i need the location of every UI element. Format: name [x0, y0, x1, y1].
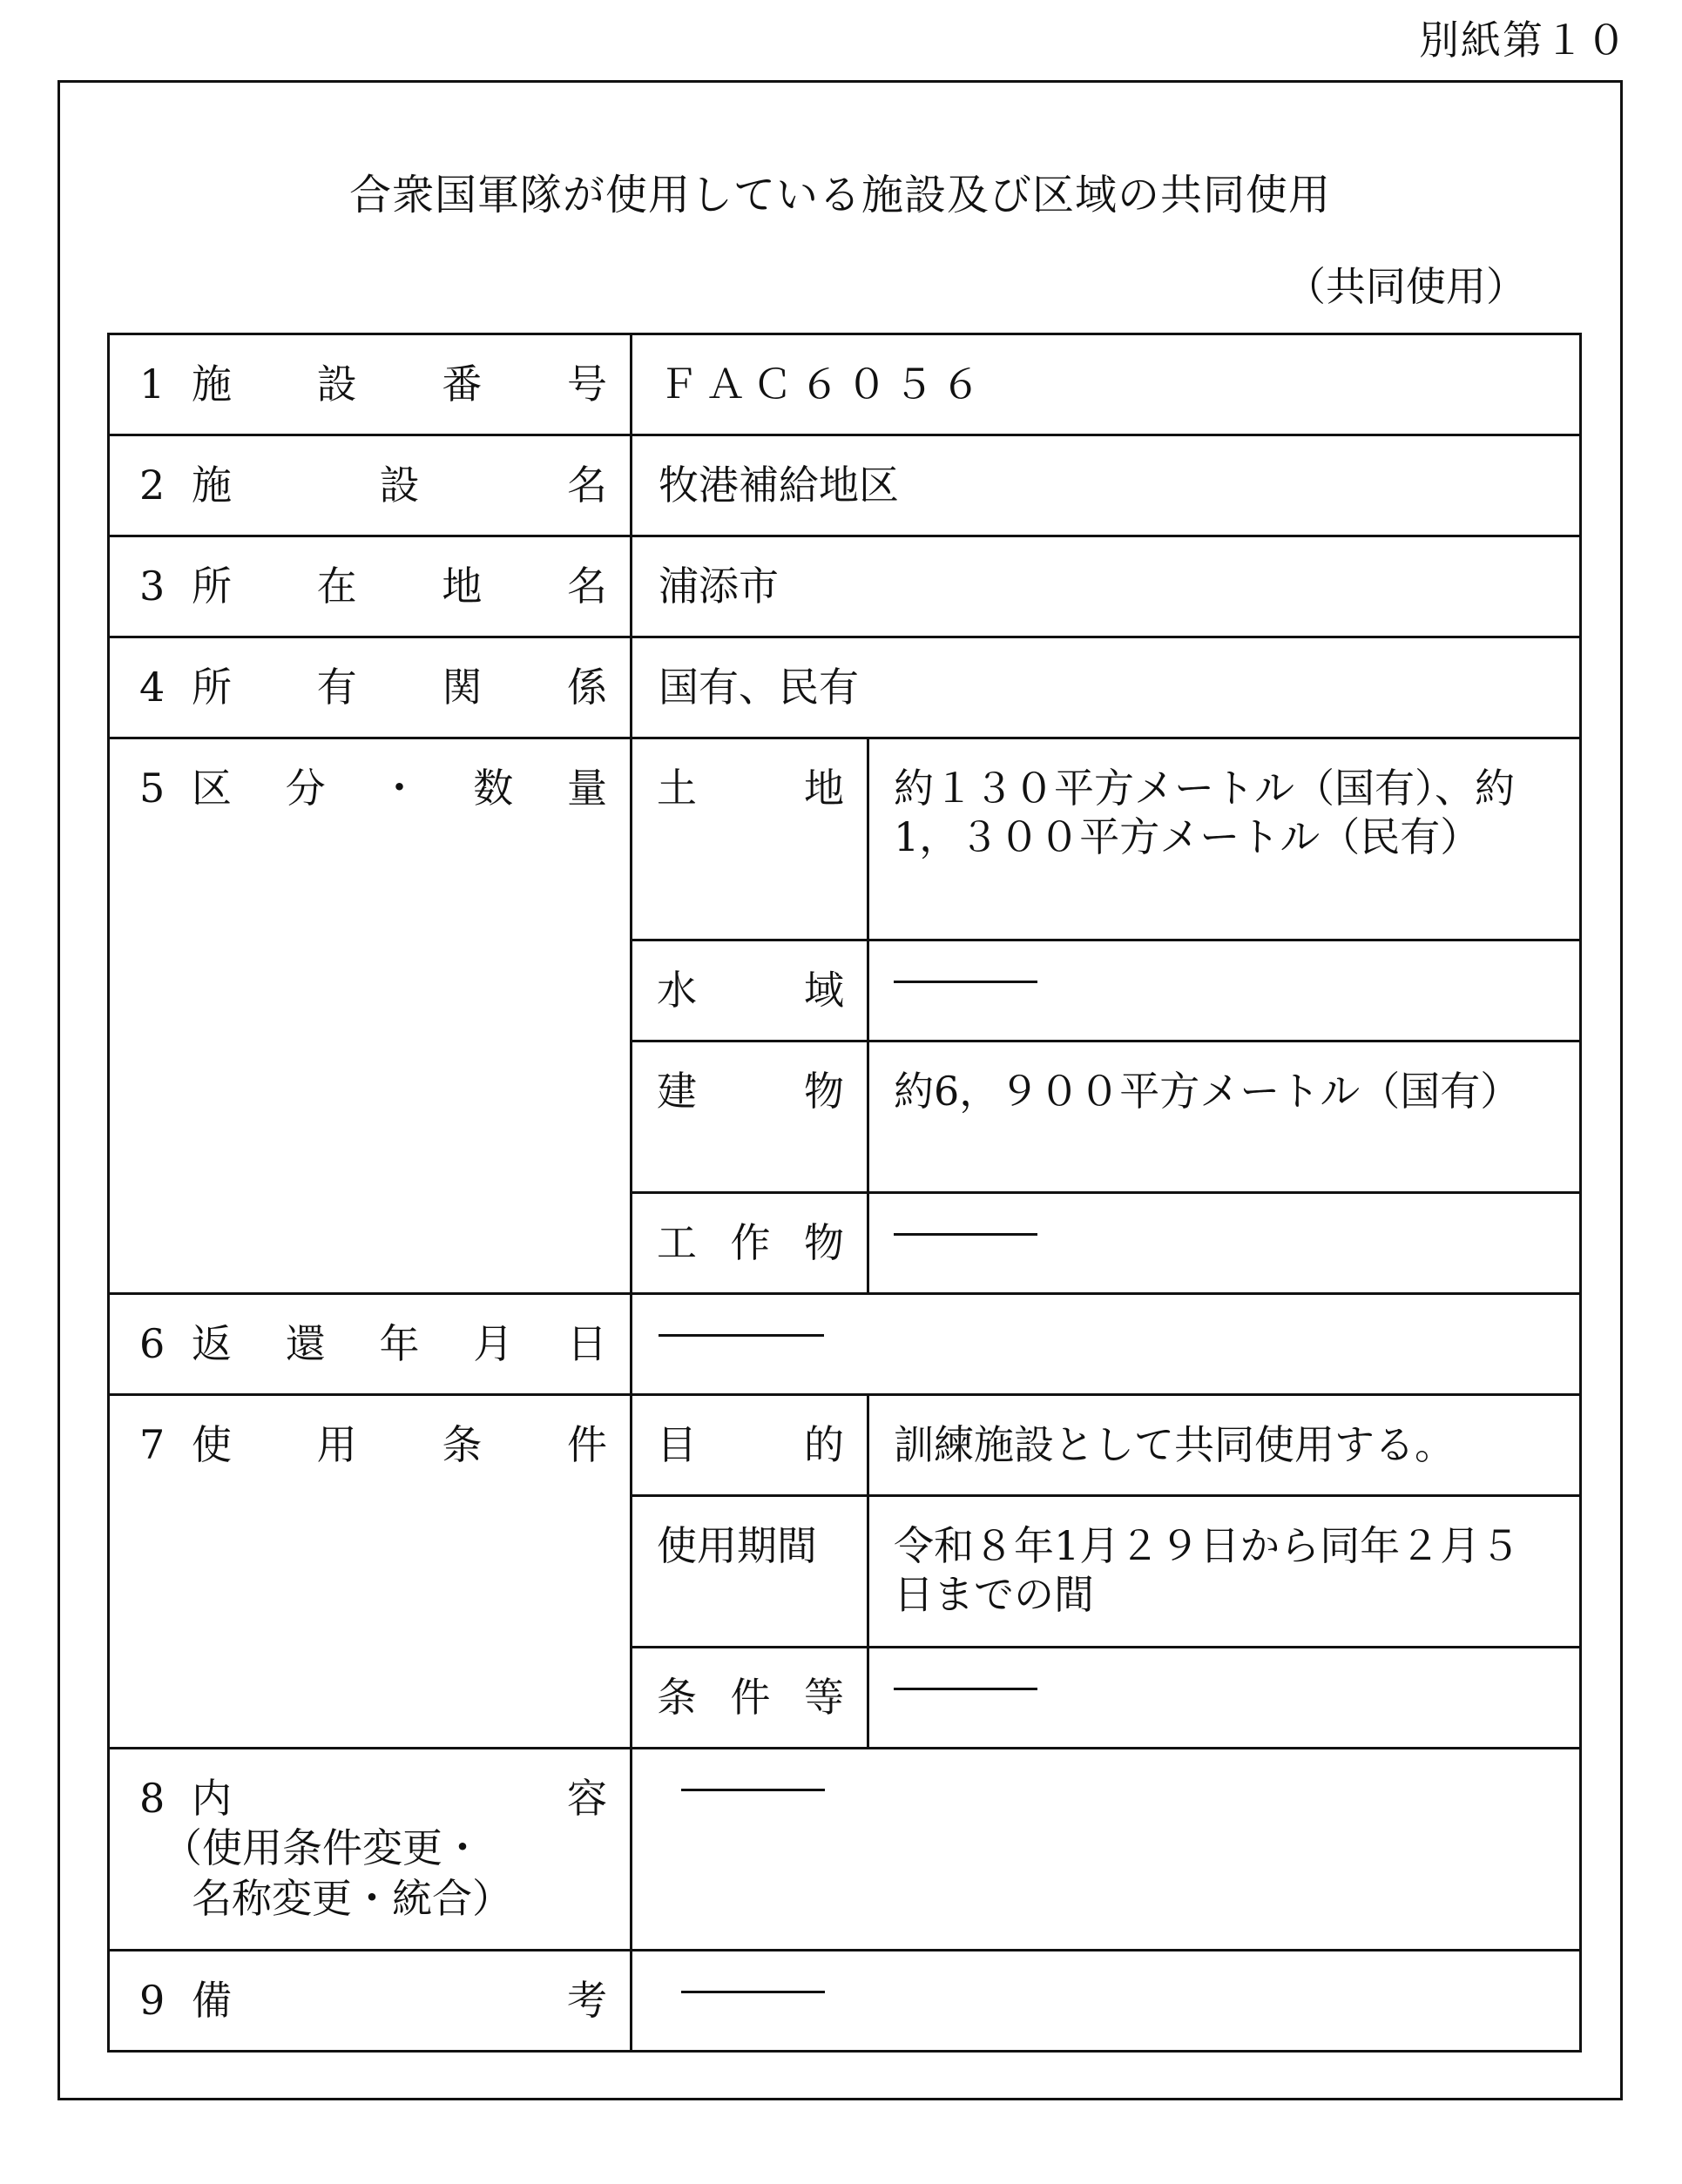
content-note-1: （使用条件変更・ — [162, 1824, 483, 1871]
label-location: 3 所 在 地 名 — [109, 536, 632, 637]
value-water — [868, 940, 1581, 1041]
annex-label: 別紙第１０ — [1419, 17, 1628, 64]
value-ownership: 国有、民有 — [632, 637, 1581, 738]
facility-table — [107, 333, 1582, 2053]
row-remarks — [109, 1951, 1581, 2052]
row-content — [109, 1749, 1581, 1951]
label-return-date: 6 返 還 年 月 日 — [109, 1294, 632, 1395]
sublabel-land: 土 地 — [632, 738, 868, 940]
value-purpose: 訓練施設として共同使用する。 — [868, 1395, 1581, 1496]
value-location: 浦添市 — [632, 536, 1581, 637]
row-location — [109, 536, 1581, 637]
sublabel-building: 建 物 — [632, 1041, 868, 1193]
none-dash — [894, 1233, 1037, 1236]
row-return-date — [109, 1294, 1581, 1395]
content-note-2: 名称変更・統合） — [192, 1875, 512, 1922]
row-ownership — [109, 637, 1581, 738]
sublabel-conditions: 条 件 等 — [632, 1648, 868, 1749]
sublabel-water: 水 域 — [632, 940, 868, 1041]
label-usage-conditions: 7 使 用 条 件 — [109, 1395, 632, 1749]
document-frame — [57, 80, 1623, 2100]
none-dash — [894, 1688, 1037, 1690]
document-subtitle: （共同使用） — [1286, 263, 1526, 310]
none-dash — [681, 1991, 825, 1993]
row-quantity-land — [109, 738, 1581, 940]
label-facility-name: 2 施 設 名 — [109, 435, 632, 536]
value-facility-name: 牧港補給地区 — [632, 435, 1581, 536]
value-facility-number: ＦＡＣ６０５６ — [632, 334, 1581, 435]
label-ownership: 4 所 有 関 係 — [109, 637, 632, 738]
value-content — [632, 1749, 1581, 1951]
value-conditions — [868, 1648, 1581, 1749]
none-dash — [659, 1334, 824, 1337]
row-facility-name — [109, 435, 1581, 536]
sublabel-period: 使用期間 — [632, 1496, 868, 1648]
document-title: 合衆国軍隊が使用している施設及び区域の共同使用 — [348, 171, 1331, 219]
sublabel-purpose: 目 的 — [632, 1395, 868, 1496]
value-land: 約１３０平方メートル（国有）、約1，３００平方メートル（民有） — [868, 738, 1581, 940]
value-remarks — [632, 1951, 1581, 2052]
value-building: 約6，９００平方メートル（国有） — [868, 1041, 1581, 1193]
label-content: 8 内 容 （使用条件変更・ 名称変更・統合） — [109, 1749, 632, 1951]
value-return-date — [632, 1294, 1581, 1395]
value-structure — [868, 1193, 1581, 1294]
none-dash — [681, 1789, 825, 1791]
sublabel-structure: 工 作 物 — [632, 1193, 868, 1294]
row-facility-number — [109, 334, 1581, 435]
label-facility-number: 1 施 設 番 号 — [109, 334, 632, 435]
label-remarks: 9 備 考 — [109, 1951, 632, 2052]
none-dash — [894, 981, 1037, 983]
value-period: 令和８年1月２９日から同年２月５日までの間 — [868, 1496, 1581, 1648]
label-quantity: 5 区 分 ・ 数 量 — [109, 738, 632, 1294]
row-usage-purpose — [109, 1395, 1581, 1496]
